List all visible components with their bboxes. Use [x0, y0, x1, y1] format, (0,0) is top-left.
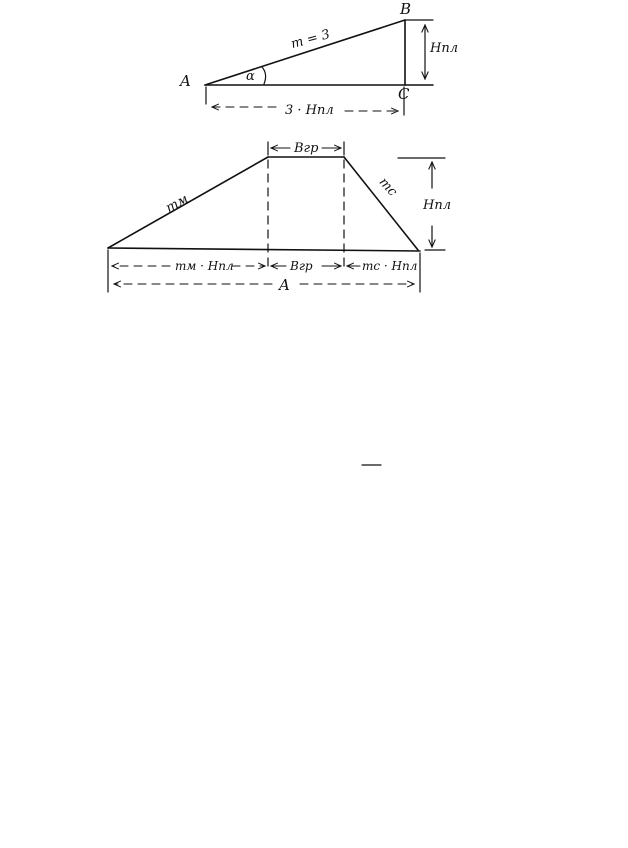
angle-arc	[262, 67, 266, 84]
left-base-label: mм · Hпл	[175, 259, 234, 273]
triangle-hypotenuse	[205, 20, 405, 85]
left-slope-label: mм	[163, 191, 191, 216]
trapezoid-base	[108, 248, 420, 251]
trapezoid-right-slope	[344, 157, 418, 250]
vertex-a-label: A	[180, 72, 191, 90]
triangle-base-label: 3 · Hпл	[285, 103, 334, 118]
slope-label: m = 3	[289, 27, 332, 52]
vertex-b-label: B	[400, 0, 412, 18]
right-slope-label: mс	[375, 174, 400, 200]
top-width-label: Bгр	[294, 141, 319, 156]
trapezoid-height-label: Hпл	[423, 198, 451, 213]
angle-label: α	[246, 69, 255, 84]
triangle-height-label: Hпл	[430, 41, 458, 56]
middle-base-label: Bгр	[290, 259, 313, 273]
embankment-trapezoid	[108, 141, 451, 294]
vertex-c-label: C	[398, 85, 410, 103]
slope-triangle	[178, 0, 458, 118]
total-base-label: A	[279, 276, 290, 294]
right-base-label: mс · Hпл	[362, 259, 418, 273]
